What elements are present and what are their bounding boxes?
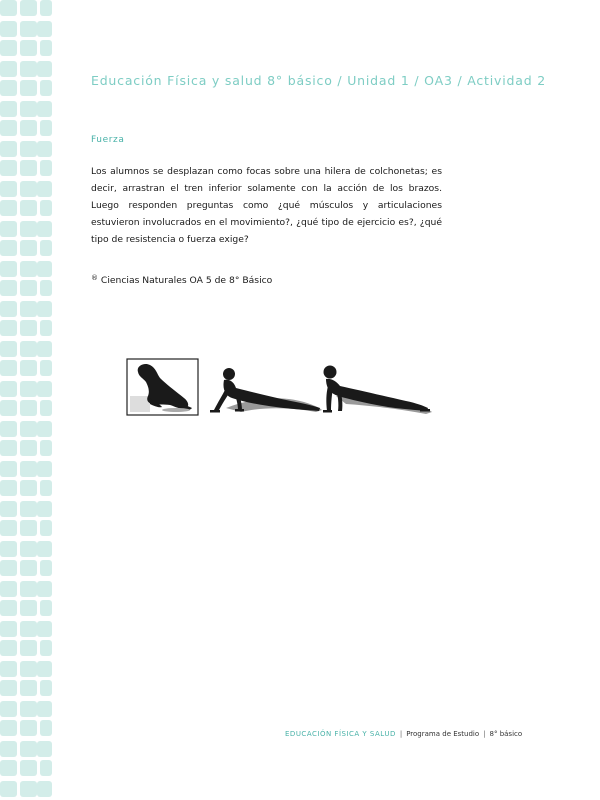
band-tile (0, 61, 17, 77)
band-tile (0, 80, 17, 96)
page-footer (285, 730, 585, 738)
band-tile (0, 440, 17, 456)
band-tile (0, 701, 17, 717)
band-tile (0, 661, 17, 677)
band-tile (37, 61, 52, 77)
band-tile (20, 240, 37, 256)
band-tile (40, 160, 52, 176)
band-tile (37, 301, 52, 317)
band-tile (40, 760, 52, 776)
person-figure-plank (323, 366, 432, 415)
band-tile (0, 760, 17, 776)
band-tile (37, 701, 52, 717)
band-tile (20, 461, 37, 477)
band-tile (0, 320, 17, 336)
band-tile (40, 200, 52, 216)
band-tile (37, 421, 52, 437)
band-tile (40, 680, 52, 696)
band-tile (20, 160, 37, 176)
band-tile (0, 720, 17, 736)
band-tile (37, 221, 52, 237)
band-tile (0, 541, 17, 557)
band-tile (20, 320, 37, 336)
footer-grade: 8° básico (489, 730, 523, 738)
band-tile (20, 341, 37, 357)
band-tile (37, 381, 52, 397)
band-tile (40, 480, 52, 496)
band-tile (20, 120, 37, 136)
band-tile (20, 0, 37, 16)
band-tile (0, 480, 17, 496)
band-tile (37, 21, 52, 37)
band-tile (0, 520, 17, 536)
band-tile (0, 680, 17, 696)
band-tile (20, 720, 37, 736)
band-tile (20, 501, 37, 517)
band-tile (0, 120, 17, 136)
band-tile (20, 40, 37, 56)
band-tile (20, 421, 37, 437)
band-tile (20, 221, 37, 237)
activity-description: Los alumnos se desplazan como focas sobre una hilera de colchonetas; es decir, arrastran el tren inferior solamente con la acción de los brazos. Luego responden preguntas como ¿qué músculos y articulaciones estuvieron involucrados en el movimiento?, ¿qué tipo de ejercicio es?, ¿qué tipo de resistencia o fuerza exige? (91, 166, 442, 245)
band-tile (40, 40, 52, 56)
band-tile (0, 560, 17, 576)
band-tile (20, 600, 37, 616)
band-tile (37, 261, 52, 277)
band-tile (0, 200, 17, 216)
band-tile (0, 181, 17, 197)
band-tile (20, 581, 37, 597)
seal-figure (127, 359, 198, 415)
band-tile (40, 320, 52, 336)
band-tile (37, 501, 52, 517)
band-tile (0, 101, 17, 117)
band-tile (0, 360, 17, 376)
band-tile (37, 101, 52, 117)
band-tile (0, 781, 17, 797)
band-tile (0, 21, 17, 37)
band-tile (0, 141, 17, 157)
band-tile (0, 400, 17, 416)
band-tile (0, 640, 17, 656)
band-tile (20, 640, 37, 656)
band-tile (40, 400, 52, 416)
band-tile (0, 461, 17, 477)
band-tile (20, 480, 37, 496)
band-tile (37, 461, 52, 477)
band-tile (37, 621, 52, 637)
band-tile (20, 261, 37, 277)
band-tile (20, 101, 37, 117)
band-tile (0, 381, 17, 397)
band-tile (40, 640, 52, 656)
band-tile (0, 280, 17, 296)
band-tile (20, 280, 37, 296)
band-tile (40, 720, 52, 736)
note-text: Ciencias Naturales OA 5 de 8° Básico (100, 275, 273, 286)
band-tile (0, 741, 17, 757)
band-tile (40, 360, 52, 376)
band-tile (20, 301, 37, 317)
band-tile (40, 0, 52, 16)
decorative-side-band (0, 0, 56, 800)
band-tile (0, 240, 17, 256)
band-tile (20, 80, 37, 96)
band-tile (40, 80, 52, 96)
band-tile (40, 560, 52, 576)
footer-separator: | (399, 730, 403, 738)
band-tile (40, 280, 52, 296)
person-figure-low (210, 368, 322, 413)
band-tile (37, 341, 52, 357)
footer-subject: EDUCACIÓN FÍSICA Y SALUD (285, 730, 396, 738)
band-tile (40, 600, 52, 616)
band-tile (37, 581, 52, 597)
band-tile (20, 21, 37, 37)
band-tile (20, 701, 37, 717)
band-tile (20, 541, 37, 557)
band-tile (0, 621, 17, 637)
band-tile (40, 120, 52, 136)
page-header-title: Educación Física y salud 8° básico / Unidad 1 / OA3 / Actividad 2 (91, 73, 546, 88)
band-tile (0, 341, 17, 357)
band-tile (20, 181, 37, 197)
band-tile (0, 301, 17, 317)
band-tile (20, 781, 37, 797)
band-tile (40, 520, 52, 536)
band-tile (20, 360, 37, 376)
band-tile (0, 160, 17, 176)
band-tile (40, 240, 52, 256)
band-tile (0, 600, 17, 616)
footer-separator: | (483, 730, 486, 738)
band-tile (20, 680, 37, 696)
band-tile (20, 760, 37, 776)
band-tile (20, 621, 37, 637)
band-tile (0, 421, 17, 437)
band-tile (40, 440, 52, 456)
band-tile (20, 440, 37, 456)
band-tile (0, 261, 17, 277)
band-tile (20, 61, 37, 77)
band-tile (37, 781, 52, 797)
band-tile (0, 40, 17, 56)
band-tile (37, 141, 52, 157)
seal-exercise-illustration (126, 358, 436, 420)
band-tile (20, 741, 37, 757)
band-tile (37, 181, 52, 197)
band-tile (37, 541, 52, 557)
section-label: Fuerza (91, 135, 125, 145)
note-marker: ® (91, 274, 98, 282)
band-tile (20, 400, 37, 416)
band-tile (20, 560, 37, 576)
band-tile (0, 581, 17, 597)
band-tile (0, 501, 17, 517)
band-tile (20, 141, 37, 157)
footer-program: Programa de Estudio (406, 730, 480, 738)
band-tile (37, 741, 52, 757)
band-tile (20, 200, 37, 216)
cross-curricular-note (91, 274, 272, 286)
band-tile (20, 520, 37, 536)
band-tile (0, 0, 17, 16)
band-tile (0, 221, 17, 237)
band-tile (20, 381, 37, 397)
band-tile (37, 661, 52, 677)
band-tile (20, 661, 37, 677)
